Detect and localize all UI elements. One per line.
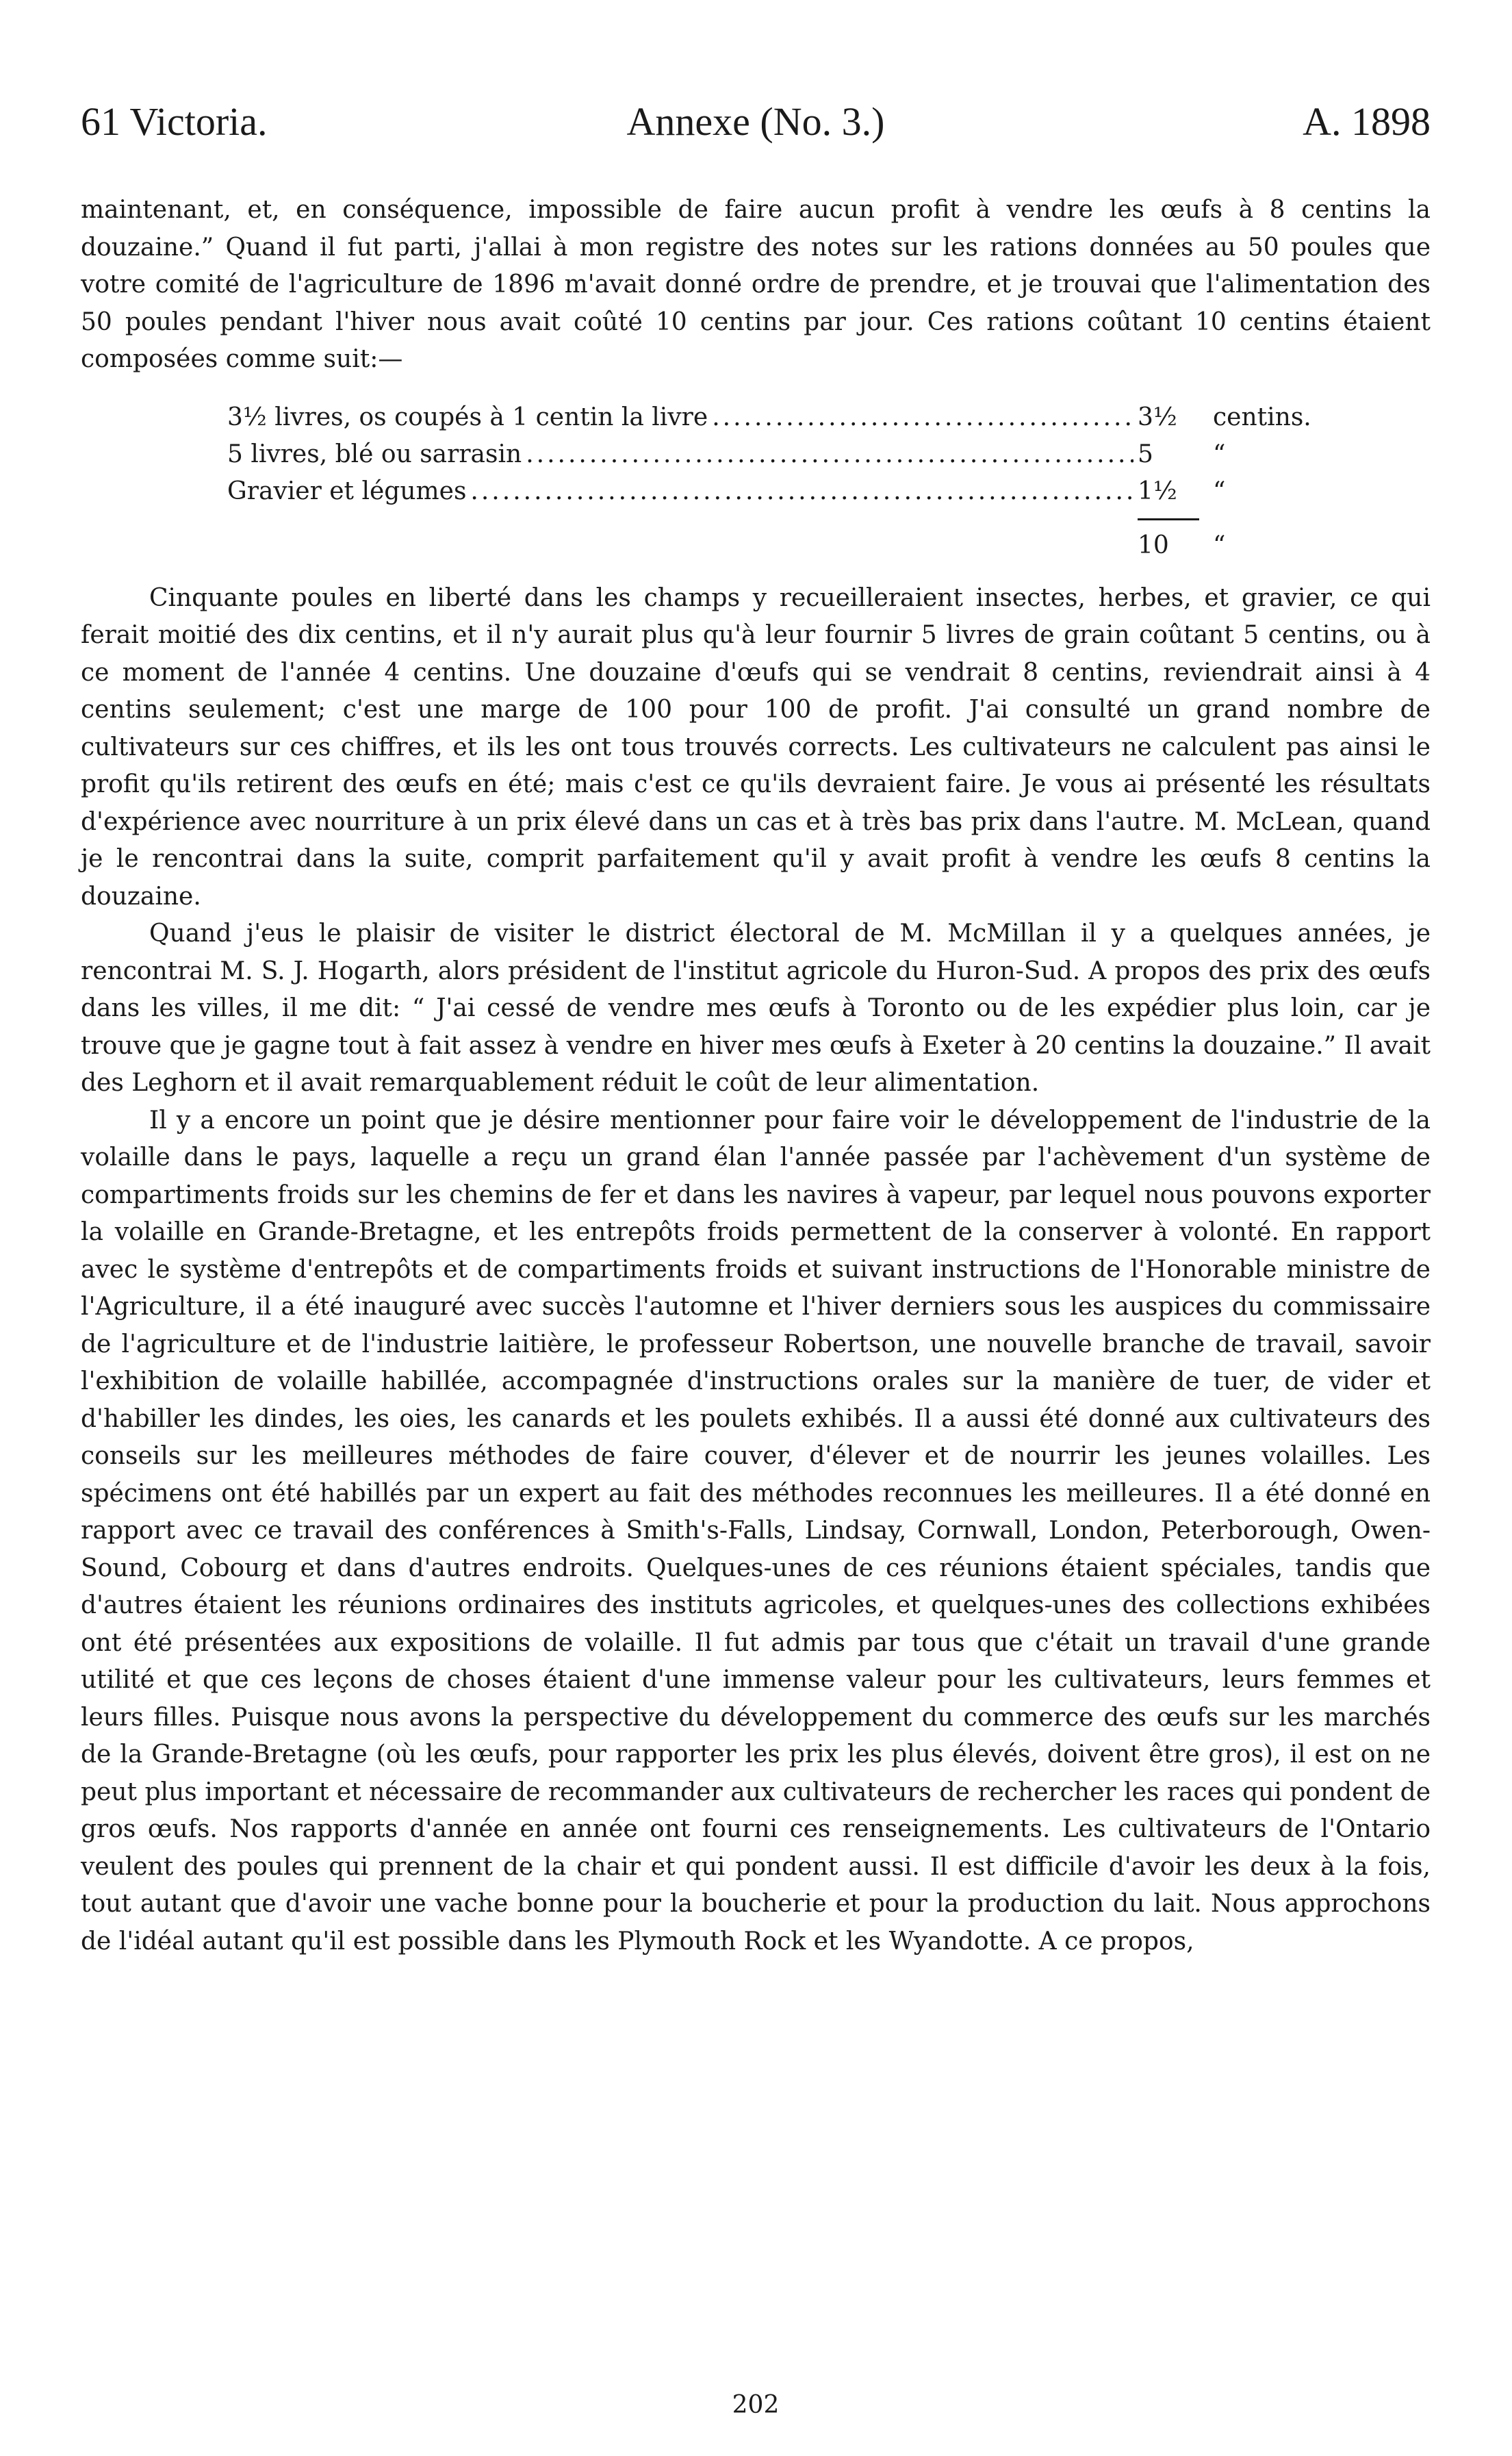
- ration-total-row: [227, 518, 1350, 566]
- ration-amount: 5: [1138, 440, 1153, 468]
- running-header: [81, 94, 1431, 149]
- ration-total-amount: 10: [1138, 518, 1199, 564]
- paragraph-hogarth-visit: Quand j'eus le plaisir de visiter le district électoral de M. McMillan il y a quelques années, je rencontrai M. S. J. Hogarth, alors président de l'institut agricole du Huron-Sud. A propos des prix des œufs dans les villes, il me dit: “ J'ai cessé de vendre mes œufs à Toronto ou de les expédier plus loin, car je trouve que je gagne tout à fait assez à vendre en hiver mes œufs à Exeter à 20 centins la douzaine.” Il avait des Leghorn et il avait remarquablement réduit le coût de leur alimentation.: [81, 920, 1431, 1097]
- header-annex: Annexe (No. 3.): [626, 99, 885, 144]
- paragraph-free-range-hens: Cinquante poules en liberté dans les champs y recueilleraient insectes, herbes, et gravier, ce qui ferait moitié des dix centins, et il n'y aurait plus qu'à leur fournir 5 livres de grain coûtant 5 centins, ou à ce moment de l'année 4 centins. Une douzaine d'œufs qui se vendrait 8 centins, reviendrait ainsi à 4 centins seulement; c'est une marge de 100 pour 100 de profit. J'ai consulté un grand nombre de cultivateurs sur ces chiffres, et ils les ont tous trouvés corrects. Les cultivateurs ne calculent pas ainsi le profit qu'ils retirent des œufs en été; mais c'est ce qu'ils devraient faire. Je vous ai présenté les résultats d'expérience avec nourriture à un prix élevé dans un cas et à très bas prix dans l'autre. M. McLean, quand je le rencontrai dans la suite, comprit parfaitement qu'il y avait profit à vendre les œufs 8 centins la douzaine.: [81, 583, 1431, 911]
- ration-label: 3½ livres, os coupés à 1 centin la livre: [227, 403, 708, 431]
- paragraph-continuation: maintenant, et, en conséquence, impossible de faire aucun profit à vendre les œufs à 8 centins la douzaine.” Quand il fut parti, j'allai à mon registre des notes sur les rations données au 50 poules que votre comité de l'agriculture de 1896 m'avait donné ordre de prendre, et je trouvai que l'alimentation des 50 poules pendant l'hiver nous avait coûté 10 centins par jour. Ces rations coûtant 10 centins étaient composées comme suit:—: [81, 196, 1431, 373]
- ration-amount: 3½: [1138, 403, 1177, 431]
- ration-row-gravel: [227, 473, 1350, 510]
- document-page: [81, 0, 1431, 2456]
- paragraph-cold-storage: Il y a encore un point que je désire mentionner pour faire voir le développement de l'industrie de la volaille dans le pays, laquelle a reçu un grand élan l'année passée par l'achèvement d'un système de compartiments froids sur les chemins de fer et dans les navires à vapeur, par lequel nous pouvons exporter la volaille en Grande-Bretagne, et les entrepôts froids permettent de la conserver à volonté. En rapport avec le système d'entrepôts et de compartiments froids et suivant instructions de l'Honorable ministre de l'Agriculture, il a été inauguré avec succès l'automne et l'hiver derniers sous les auspices du commissaire de l'agriculture et de l'industrie laitière, le professeur Robertson, une nouvelle branche de travail, savoir l'exhibition de volaille habillée, accompagnée d'instructions orales sur la manière de tuer, de vider et d'habiller les dindes, les oies, les canards et les poulets exhibés. Il a aussi été donné aux cultivateurs des conseils sur les meilleures méthodes de faire couver, d'élever et de nourrir les jeunes volailles. Les spécimens ont été habillés par un expert au fait des méthodes reconnues les meilleures. Il a été donné en rapport avec ce travail des conférences à Smith's-Falls, Lindsay, Cornwall, London, Peterborough, Owen-Sound, Cobourg et dans d'autres endroits. Quelques-unes de ces réunions étaient spéciales, tandis que d'autres étaient les réunions ordinaires des instituts agricoles, et quelques-unes des collections exhibées ont été présentées aux expositions de volaille. Il fut admis par tous que c'était un travail d'une grande utilité et que ces leçons de choses étaient d'une immense valeur pour les cultivateurs, leurs femmes et leurs filles. Puisque nous avons la perspective du développement du commerce des œufs sur les marchés de la Grande-Bretagne (où les œufs, pour rapporter les prix les plus élevés, doivent être gros), il est on ne peut plus important et nécessaire de recommander aux cultivateurs de rechercher les races qui pondent de gros œufs. Nos rapports d'année en année ont fourni ces renseignements. Les cultivateurs de l'Ontario veulent des poules qui prennent de la chair et qui pondent aussi. Il est difficile d'avoir les deux à la fois, tout autant que d'avoir une vache bonne pour la boucherie et pour la production du lait. Nous approchons de l'idéal autant qu'il est possible dans les Plymouth Rock et les Wyandotte. A ce propos,: [81, 1106, 1431, 1955]
- ration-total-unit: “: [1213, 531, 1226, 559]
- header-session: 61 Victoria.: [81, 99, 268, 144]
- ration-cost-table: [227, 399, 1350, 566]
- ration-amount: 1½: [1138, 477, 1177, 505]
- ration-unit: centins.: [1213, 403, 1311, 431]
- ration-label: Gravier et légumes: [227, 477, 467, 505]
- page-number: 202: [732, 2391, 780, 2419]
- header-year: A. 1898: [1303, 99, 1431, 144]
- page-body: [81, 192, 1431, 1960]
- leader-dots: [712, 399, 1133, 436]
- ration-row-bones: [227, 399, 1350, 436]
- ration-unit: “: [1213, 477, 1226, 505]
- ration-unit: “: [1213, 440, 1226, 468]
- ration-row-grain: [227, 436, 1350, 473]
- leader-dots: [470, 473, 1133, 510]
- ration-label: 5 livres, blé ou sarrasin: [227, 440, 522, 468]
- leader-dots: [526, 436, 1133, 473]
